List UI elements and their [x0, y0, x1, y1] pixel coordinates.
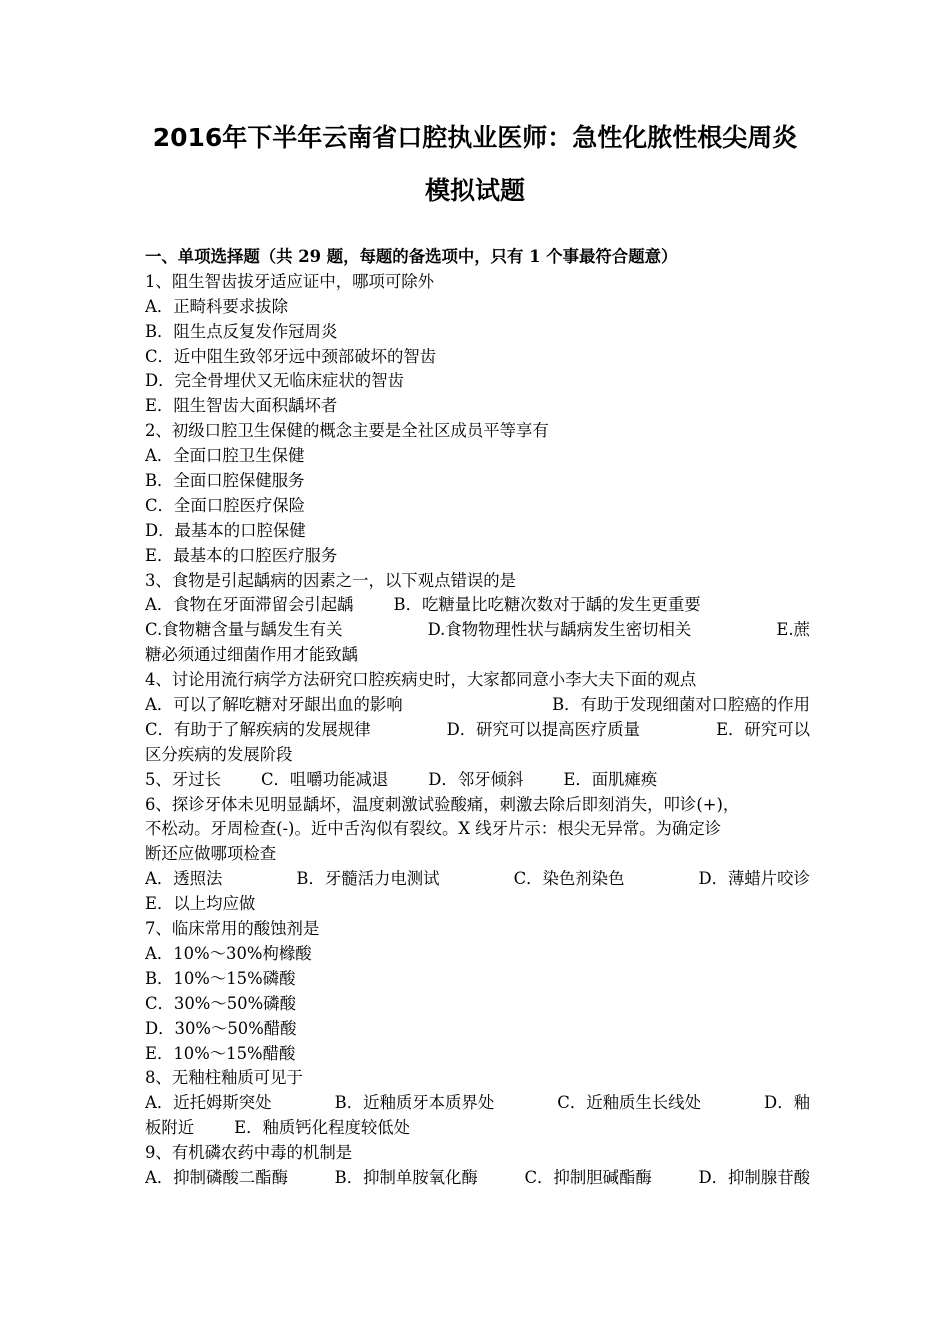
option: B．近釉质牙本质界处 — [334, 1093, 495, 1113]
option: E．阻生智齿大面积龋坏者 — [145, 396, 338, 416]
options-row — [145, 1116, 810, 1141]
option: A．10%～30%枸橼酸 — [145, 943, 312, 963]
option: D．釉 — [764, 1093, 810, 1113]
question-stem: 8、无釉柱釉质可见于 — [145, 1068, 303, 1088]
option: C．30%～50%磷酸 — [145, 993, 296, 1013]
option: D.食物物理性状与龋病发生密切相关 — [427, 620, 692, 640]
options-row — [145, 768, 810, 793]
option-continuation: 板附近 — [145, 1118, 195, 1138]
document-title-line-2: 模拟试题 — [424, 176, 525, 205]
options-row — [145, 867, 810, 892]
option: A．抑制磷酸二酯酶 — [145, 1167, 288, 1187]
option: A．可以了解吃糖对牙龈出血的影响 — [145, 695, 403, 715]
option: C．咀嚼功能减退 — [261, 769, 389, 789]
document-title-line-1: 2016年下半年云南省口腔执业医师：急性化脓性根尖周炎 — [152, 123, 798, 152]
option: B．吃糖量比吃糖次数对于龋的发生更重要 — [393, 595, 701, 615]
option: C．抑制胆碱酯酶 — [524, 1167, 652, 1187]
options-row — [145, 1091, 810, 1116]
option: E.蔗 — [776, 620, 810, 640]
question-stem: 7、临床常用的酸蚀剂是 — [145, 919, 320, 939]
options-row — [145, 1166, 810, 1191]
question-stem: 4、讨论用流行病学方法研究口腔疾病史时，大家都同意小李大夫下面的观点 — [145, 670, 697, 690]
document-body — [145, 245, 810, 1191]
option: D．薄蜡片咬诊 — [698, 869, 810, 889]
option-continuation: 区分疾病的发展阶段 — [145, 744, 293, 764]
option: D．邻牙倾斜 — [428, 769, 524, 789]
question-stem: 9、有机磷农药中毒的机制是 — [145, 1143, 353, 1163]
option: B．有助于发现细菌对口腔癌的作用 — [552, 695, 810, 715]
option: E．釉质钙化程度较低处 — [234, 1118, 411, 1138]
option: B．10%～15%磷酸 — [145, 968, 296, 988]
options-row — [145, 693, 810, 718]
option: A．正畸科要求拔除 — [145, 296, 288, 316]
option: C.食物糖含量与龋发生有关 — [145, 620, 343, 640]
option: B．抑制单胺氧化酶 — [334, 1167, 478, 1187]
option: C．全面口腔医疗保险 — [145, 495, 306, 515]
option: B．全面口腔保健服务 — [145, 471, 305, 491]
option: D．研究可以提高医疗质量 — [446, 719, 641, 739]
section-header: 一、单项选择题（共 29 题，每题的备选项中，只有 1 个事最符合题意） — [145, 247, 678, 266]
option: D．最基本的口腔保健 — [145, 520, 306, 540]
option: E．10%～15%醋酸 — [145, 1043, 296, 1063]
option: D．30%～50%醋酸 — [145, 1018, 297, 1038]
option: C．近中阻生致邻牙远中颈部破坏的智齿 — [145, 346, 437, 366]
option-continuation: 糖必须通过细菌作用才能致龋 — [145, 645, 359, 665]
option: B．阻生点反复发作冠周炎 — [145, 321, 338, 341]
option: E．面肌瘫痪 — [563, 769, 658, 789]
question-stem: 1、阻生智齿拔牙适应证中，哪项可除外 — [145, 271, 435, 291]
option: C．染色剂染色 — [513, 869, 625, 889]
option: 5、牙过长 — [145, 769, 221, 789]
option: E．最基本的口腔医疗服务 — [145, 545, 338, 565]
option: C．近釉质生长线处 — [557, 1093, 701, 1113]
options-row — [145, 618, 810, 643]
option: D．抑制腺苷酸 — [698, 1167, 810, 1187]
option: E．以上均应做 — [145, 894, 256, 914]
option: E．研究可以 — [716, 719, 810, 739]
question-stem: 3、食物是引起龋病的因素之一，以下观点错误的是 — [145, 570, 517, 590]
options-row — [145, 718, 810, 743]
options-row — [145, 593, 810, 618]
option: D．完全骨埋伏又无临床症状的智齿 — [145, 371, 404, 391]
question-stem: 2、初级口腔卫生保健的概念主要是全社区成员平等享有 — [145, 421, 549, 441]
option: A．全面口腔卫生保健 — [145, 446, 305, 466]
option: C．有助于了解疾病的发展规律 — [145, 719, 371, 739]
question-stem: 6、探诊牙体未见明显龋坏，温度刺激试验酸痛，刺激去除后即刻消失，叩诊(+)， — [145, 794, 740, 814]
option: A．近托姆斯突处 — [145, 1093, 272, 1113]
option: A．食物在牙面滞留会引起龋 — [145, 595, 354, 615]
option: A．透照法 — [145, 869, 223, 889]
question-stem: 不松动。牙周检查(-)。近中舌沟似有裂纹。X 线牙片示：根尖无异常。为确定诊 — [145, 819, 722, 839]
question-stem: 断还应做哪项检查 — [145, 844, 277, 864]
option: B．牙髓活力电测试 — [296, 869, 440, 889]
